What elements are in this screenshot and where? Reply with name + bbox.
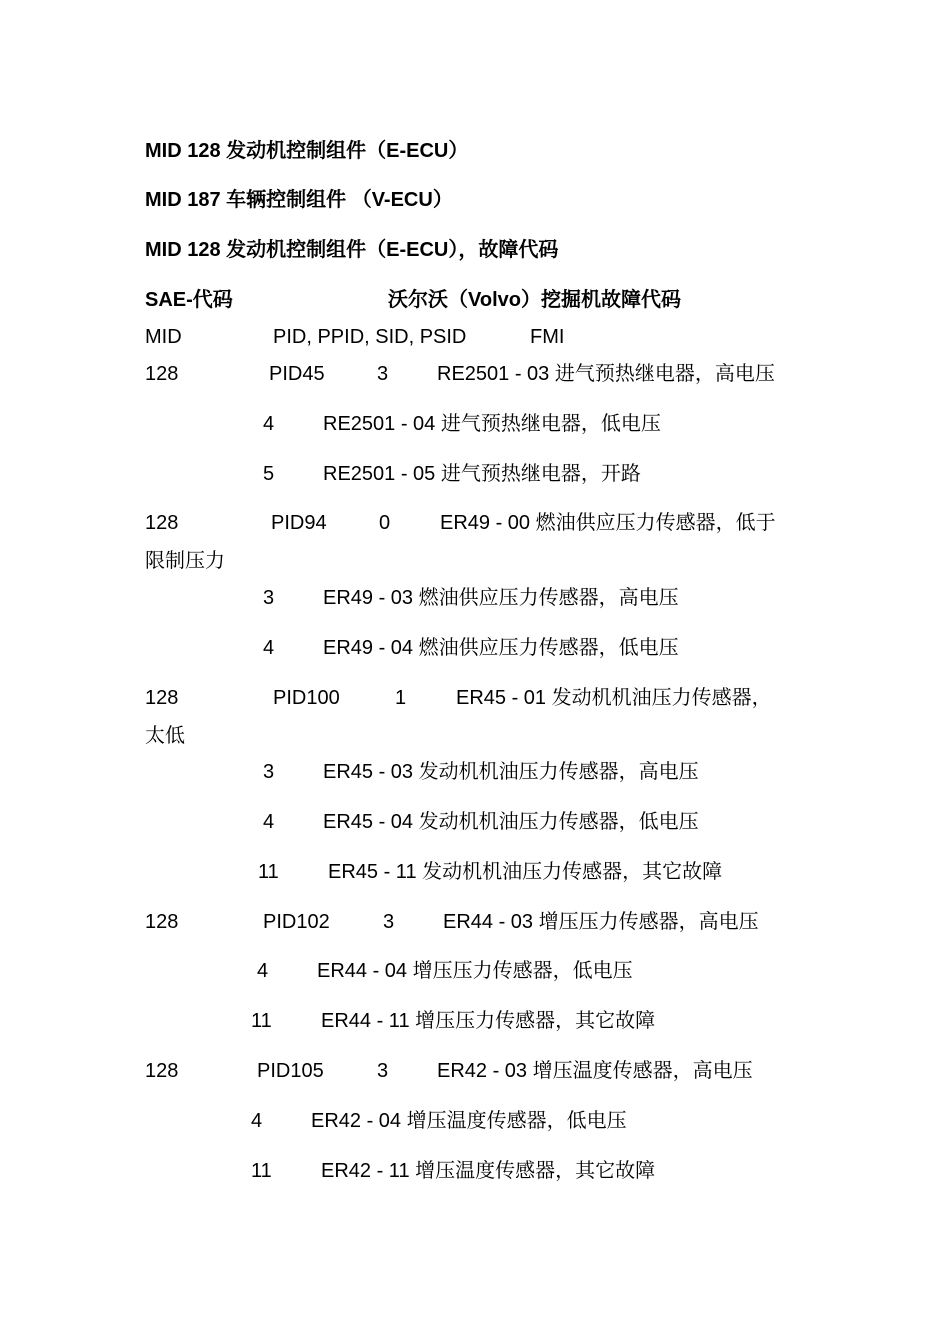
row-description: ER44 - 11 增压压力传感器，其它故障 bbox=[321, 1010, 656, 1032]
row-description: ER42 - 11 增压温度传感器，其它故障 bbox=[321, 1160, 656, 1182]
row-mid: 128 bbox=[145, 363, 179, 385]
row-fmi: 4 bbox=[263, 811, 275, 833]
row-description: RE2501 - 04 进气预热继电器，低电压 bbox=[323, 413, 661, 435]
heading-fault-codes: MID 128 发动机控制组件（E-ECU），故障代码 bbox=[145, 239, 559, 261]
row-fmi: 11 bbox=[251, 1010, 272, 1032]
row-fmi: 4 bbox=[251, 1110, 263, 1132]
table-title-left: SAE-代码 bbox=[145, 289, 233, 311]
row-description: ER49 - 04 燃油供应压力传感器，低电压 bbox=[323, 637, 679, 659]
row-pid: PID45 bbox=[269, 363, 325, 385]
row-fmi: 3 bbox=[377, 363, 389, 385]
row-pid: PID102 bbox=[263, 911, 330, 933]
row-description: ER44 - 03 增压压力传感器，高电压 bbox=[443, 911, 759, 933]
column-header-pid: PID, PPID, SID, PSID bbox=[273, 326, 467, 348]
row-mid: 128 bbox=[145, 687, 179, 709]
row-mid: 128 bbox=[145, 512, 179, 534]
column-header-fmi: FMI bbox=[530, 326, 565, 348]
row-fmi: 11 bbox=[251, 1160, 272, 1182]
row-fmi: 3 bbox=[263, 587, 275, 609]
row-description: RE2501 - 05 进气预热继电器，开路 bbox=[323, 463, 641, 485]
row-description: RE2501 - 03 进气预热继电器，高电压 bbox=[437, 363, 775, 385]
row-description-continued: 限制压力 bbox=[145, 550, 225, 572]
row-fmi: 0 bbox=[379, 512, 391, 534]
row-description: ER42 - 04 增压温度传感器，低电压 bbox=[311, 1110, 627, 1132]
row-fmi: 11 bbox=[258, 861, 279, 883]
column-header-mid: MID bbox=[145, 326, 182, 348]
row-fmi: 3 bbox=[383, 911, 395, 933]
heading-e-ecu: MID 128 发动机控制组件（E-ECU） bbox=[145, 140, 469, 162]
row-description: ER45 - 03 发动机机油压力传感器，高电压 bbox=[323, 761, 699, 783]
row-description: ER44 - 04 增压压力传感器，低电压 bbox=[317, 960, 633, 982]
table-title-center: 沃尔沃（Volvo）挖掘机故障代码 bbox=[388, 289, 681, 311]
row-fmi: 4 bbox=[263, 413, 275, 435]
row-fmi: 1 bbox=[395, 687, 407, 709]
row-description: ER45 - 01 发动机机油压力传感器， bbox=[456, 687, 772, 709]
row-pid: PID100 bbox=[273, 687, 340, 709]
row-fmi: 3 bbox=[377, 1060, 389, 1082]
row-description: ER49 - 00 燃油供应压力传感器，低于 bbox=[440, 512, 776, 534]
row-pid: PID105 bbox=[257, 1060, 324, 1082]
row-description: ER49 - 03 燃油供应压力传感器，高电压 bbox=[323, 587, 679, 609]
row-fmi: 4 bbox=[257, 960, 269, 982]
row-mid: 128 bbox=[145, 911, 179, 933]
row-mid: 128 bbox=[145, 1060, 179, 1082]
row-pid: PID94 bbox=[271, 512, 327, 534]
row-description: ER45 - 11 发动机机油压力传感器，其它故障 bbox=[328, 861, 723, 883]
row-description-continued: 太低 bbox=[145, 725, 185, 747]
row-fmi: 3 bbox=[263, 761, 275, 783]
heading-v-ecu: MID 187 车辆控制组件 （V-ECU） bbox=[145, 189, 453, 211]
row-description: ER42 - 03 增压温度传感器，高电压 bbox=[437, 1060, 753, 1082]
row-description: ER45 - 04 发动机机油压力传感器，低电压 bbox=[323, 811, 699, 833]
row-fmi: 5 bbox=[263, 463, 275, 485]
row-fmi: 4 bbox=[263, 637, 275, 659]
